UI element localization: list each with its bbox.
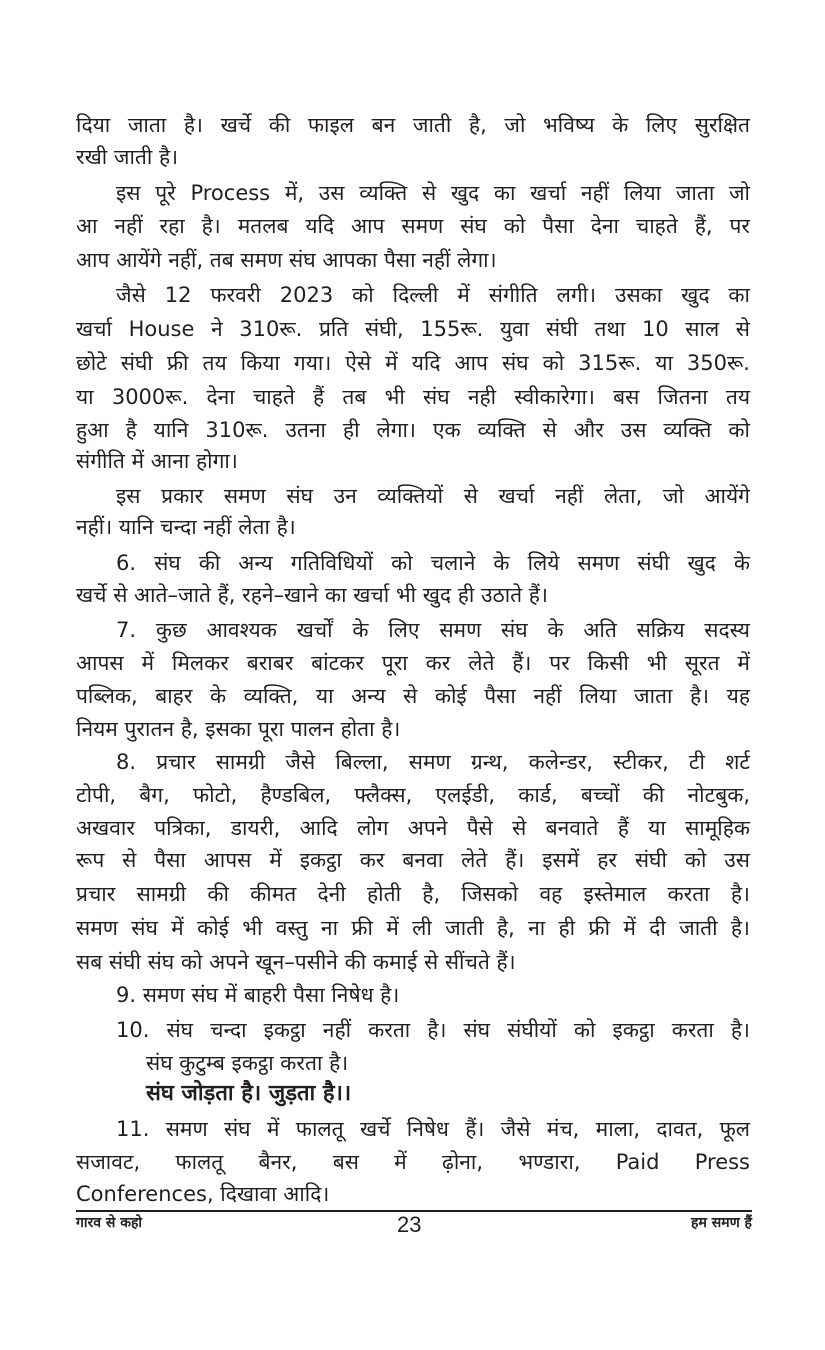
text-line: नियम पुरातन है, इसका पूरा पालन होता है।: [76, 717, 401, 741]
text-line: दिया जाता है। खर्चे की फाइल बन जाती है, जो भविष्य के लिए सुरक्षित: [76, 113, 750, 137]
text-line: टोपी, बैग, फोटो, हैण्डबिल, फ्लैक्स, एलईडी, कार्ड, बच्चों की नोटबुक,: [76, 783, 750, 807]
text-line: 8. प्रचार सामग्री जैसे बिल्ला, समण ग्रन्थ, कलेन्डर, स्टीकर, टी शर्ट: [116, 750, 750, 774]
text-line: या 3000रू. देना चाहते हैं तब भी संघ नही स्वीकारेगा। बस जितना तय: [76, 385, 750, 409]
text-line: सब संघी संघ को अपने खून–पसीने की कमाई से सींचते हैं।: [76, 950, 516, 974]
text-line: पब्लिक, बाहर के व्यक्ति, या अन्य से कोई पैसा नहीं लिया जाता है। यह: [76, 684, 750, 708]
text-line: संगीति में आना होगा।: [76, 449, 238, 473]
text-line: समण संघ में कोई भी वस्तु ना फ्री में ली जाती है, ना ही फ्री में दी जाती है।: [76, 916, 750, 940]
text-line: 10. संघ चन्दा इकट्ठा नहीं करता है। संघ संघीयों को इकट्ठा करता है।: [116, 1018, 750, 1042]
text-line: 6. संघ की अन्य गतिविधियों को चलाने के लिये समण संघी खुद के: [116, 551, 750, 575]
text-line: इस प्रकार समण संघ उन व्यक्तियों से खर्चा नहीं लेता, जो आयेंगे: [116, 484, 750, 508]
page-number: 23: [397, 1212, 422, 1237]
text-line: हुआ है यानि 310रू. उतना ही लेगा। एक व्यक्ति से और उस व्यक्ति को: [76, 418, 750, 442]
text-line: रूप से पैसा आपस में इकट्ठा कर बनवा लेते हैं। इसमें हर संघी को उस: [76, 848, 750, 872]
text-line: अखवार पत्रिका, डायरी, आदि लोग अपने पैसे से बनवाते हैं या सामूहिक: [76, 816, 750, 840]
text-line: 7. कुछ आवश्यक खर्चों के लिए समण संघ के अति सक्रिय सदस्य: [116, 618, 750, 642]
text-line: प्रचार सामग्री की कीमत देनी होती है, जिसको वह इस्तेमाल करता है।: [76, 882, 750, 906]
text-line: 9. समण संघ में बाहरी पैसा निषेध है।: [116, 983, 400, 1007]
text-line: आपस में मिलकर बराबर बांटकर पूरा कर लेते हैं। पर किसी भी सूरत में: [76, 651, 750, 675]
text-line: छोटे संघी फ्री तय किया गया। ऐसे में यदि आप संघ को 315रू. या 350रू.: [76, 351, 750, 375]
text-line: खर्चा House ने 310रू. प्रति संघी, 155रू. युवा संघी तथा 10 साल से: [76, 317, 750, 341]
text-line: रखी जाती है।: [76, 145, 179, 169]
text-line: इस पूरे Process में, उस व्यक्ति से खुद का खर्चा नहीं लिया जाता जो: [116, 181, 750, 205]
text-line: जैसे 12 फरवरी 2023 को दिल्ली में संगीति लगी। उसका खुद का: [116, 283, 750, 307]
bold-slogan: संघ जोड़ता है। जुड़ता है।।: [146, 1081, 352, 1106]
text-line: आप आयेंगे नहीं, तब समण संघ आपका पैसा नहीं लेगा।: [76, 248, 497, 272]
footer-left-text: गारव से कहो: [76, 1215, 143, 1231]
footer-right-text: हम समण हैं: [691, 1215, 752, 1231]
text-line: नहीं। यानि चन्दा नहीं लेता है।: [76, 515, 296, 539]
text-line: आ नहीं रहा है। मतलब यदि आप समण संघ को पैसा देना चाहते हैं, पर: [76, 214, 750, 238]
text-line: सजावट, फालतू बैनर, बस में ढ़ोना, भण्डारा, Paid Press: [76, 1150, 750, 1174]
text-line: खर्चे से आते–जाते हैं, रहने–खाने का खर्चा भी खुद ही उठाते हैं।: [76, 583, 548, 607]
text-line: संघ कुटुम्ब इकट्ठा करता है।: [146, 1051, 349, 1075]
text-line: 11. समण संघ में फालतू खर्चे निषेध हैं। जैसे मंच, माला, दावत, फूल: [116, 1117, 750, 1141]
text-line: Conferences, दिखावा आदि।: [76, 1182, 330, 1206]
